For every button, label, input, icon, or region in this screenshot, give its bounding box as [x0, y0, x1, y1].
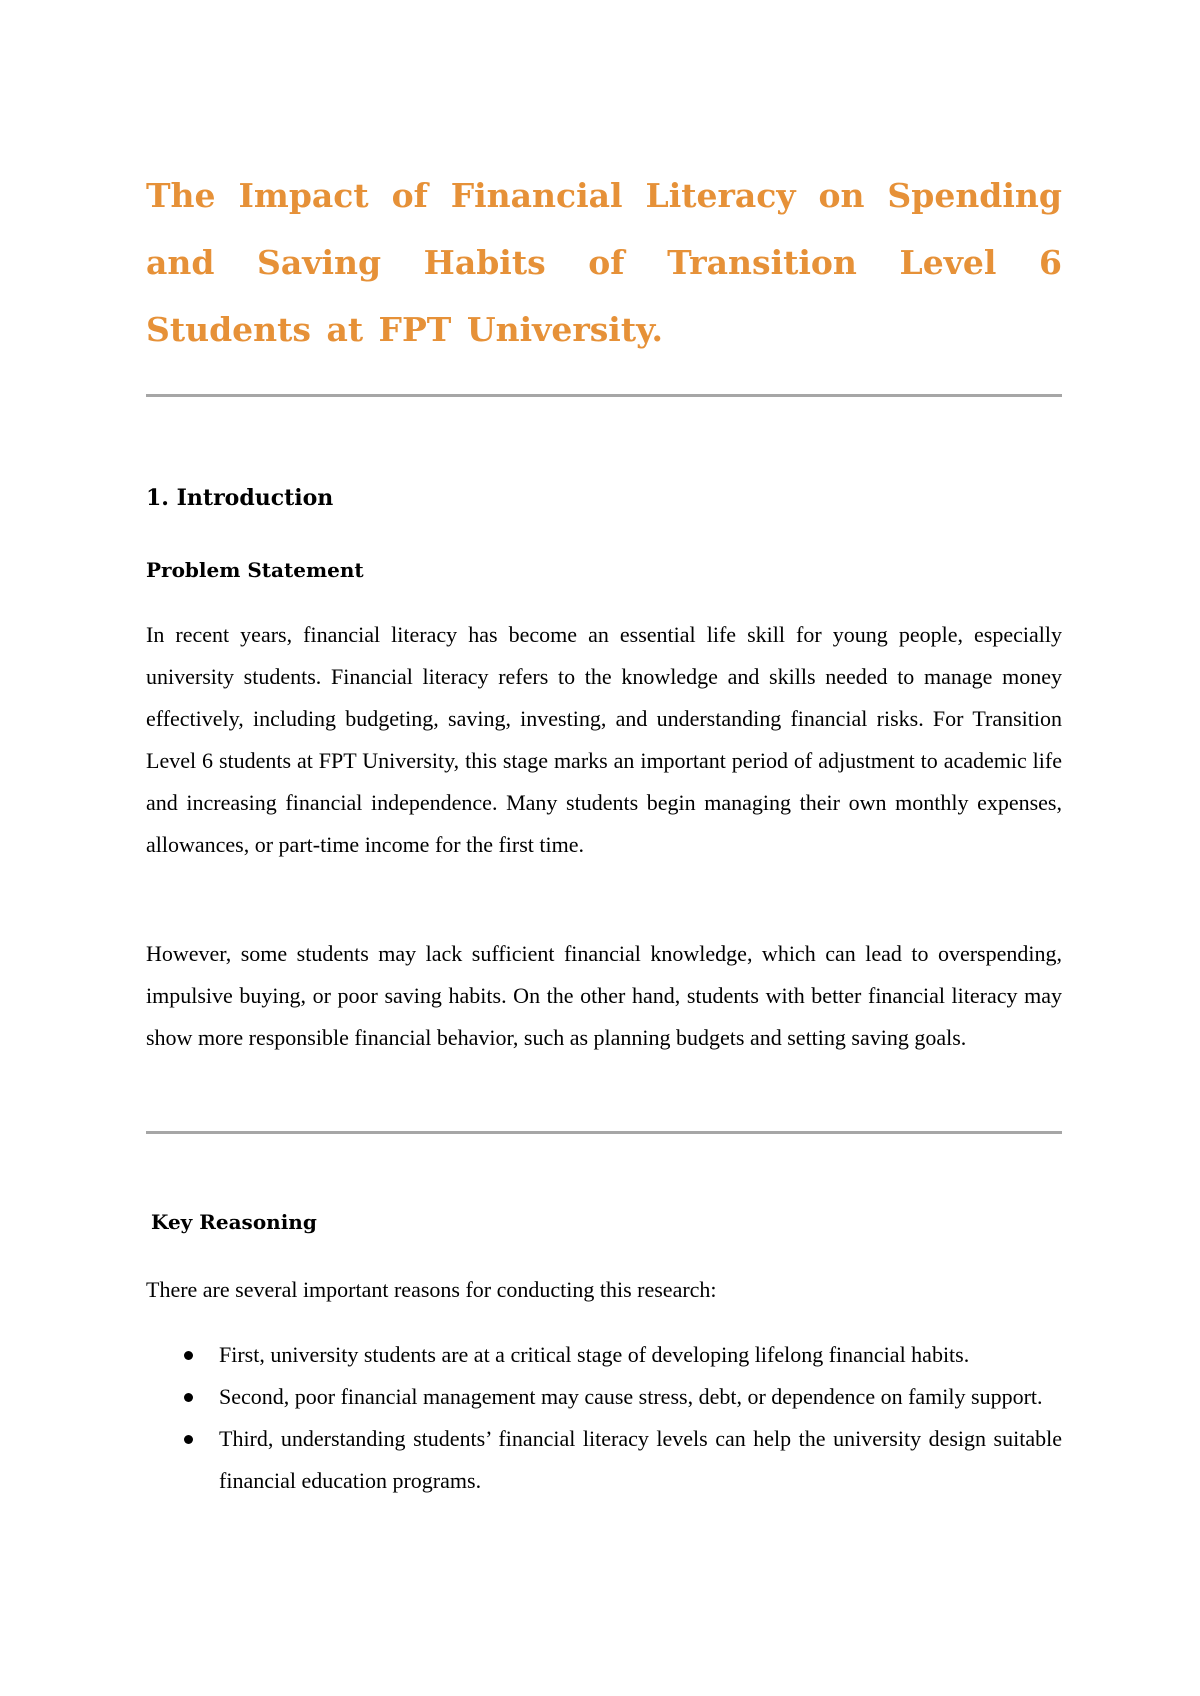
key-reasoning-bullet-list [146, 1334, 1062, 1502]
bullet-dot-icon [184, 1435, 193, 1444]
horizontal-divider-top [146, 394, 1062, 397]
section-heading-introduction: 1. Introduction [146, 485, 334, 511]
problem-statement-paragraph-2: However, some students may lack sufficient financial knowledge, which can lead to overspending, impulsive buying, or poor saving habits. On the other hand, students with better financial literacy may show more responsible financial behavior, such as planning budgets and setting saving goals. [146, 941, 1062, 1050]
bullet-item-third [146, 1418, 1062, 1502]
bullet-dot-icon [184, 1393, 193, 1402]
subheading-key-reasoning: Key Reasoning [151, 1210, 317, 1234]
horizontal-divider-middle [146, 1131, 1062, 1134]
bullet-text-second: Second, poor financial management may cause stress, debt, or dependence on family support. [219, 1384, 1043, 1409]
bullet-item-second [146, 1376, 1062, 1418]
subheading-problem-statement: Problem Statement [146, 558, 364, 582]
bullet-item-first [146, 1334, 1062, 1376]
key-reasoning-intro: There are several important reasons for conducting this research: [146, 1277, 717, 1302]
bullet-text-third: Third, understanding students’ financial literacy levels can help the university design suitable financial education programs. [219, 1426, 1062, 1493]
bullet-text-first: First, university students are at a critical stage of developing lifelong financial habits. [219, 1342, 970, 1367]
document-title: The Impact of Financial Literacy on Spending and Saving Habits of Transition Level 6 Students at FPT University. [146, 176, 1062, 349]
problem-statement-paragraph-1: In recent years, financial literacy has become an essential life skill for young people, especially university students. Financial literacy refers to the knowledge and skills needed to manage money effectively, including budgeting, saving, investing, and understanding financial risks. For Transition Level 6 students at FPT University, this stage marks an important period of adjustment to academic life and increasing financial independence. Many students begin managing their own monthly expenses, allowances, or part-time income for the first time. [146, 622, 1062, 857]
bullet-dot-icon [184, 1351, 193, 1360]
